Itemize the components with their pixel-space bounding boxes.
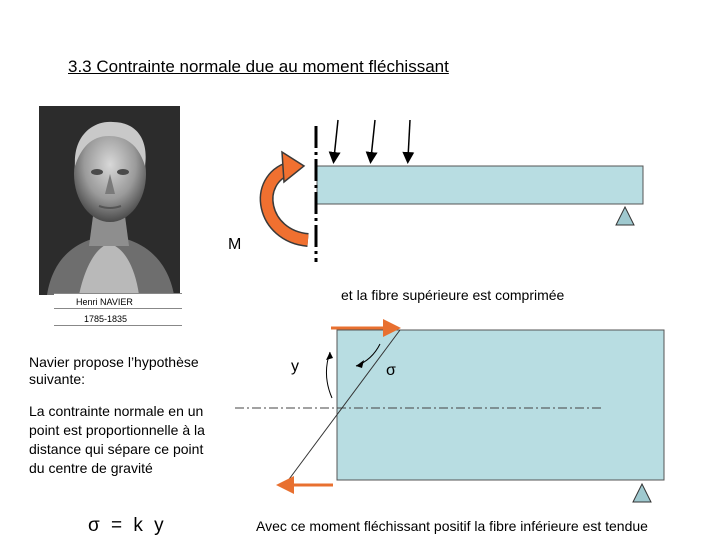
compressed-fiber-text: et la fibre supérieure est comprimée xyxy=(341,287,565,303)
distributed-load-arrows xyxy=(334,120,410,158)
upper-support xyxy=(616,207,634,225)
lower-beam xyxy=(337,330,664,480)
hypothesis-text: La contrainte normale en un point est proportionnelle à la distance qui sépare ce point du centre de gravité xyxy=(29,403,205,476)
portrait-caption-years: 1785-1835 xyxy=(54,312,182,326)
upper-beam xyxy=(317,166,643,204)
tension-fiber-text: Avec ce moment fléchissant positif la fibre inférieure est tendue xyxy=(256,518,648,534)
intro-text: Navier propose l’hypothèse suivante: xyxy=(29,354,199,387)
y-label: y xyxy=(291,358,299,375)
lower-support xyxy=(633,484,651,502)
stress-formula: σ = k y xyxy=(88,515,167,536)
sigma-label: σ xyxy=(386,362,396,379)
moment-arrow-icon xyxy=(267,152,308,240)
moment-label: M xyxy=(228,236,242,253)
portrait-caption-name: Henri NAVIER xyxy=(54,293,182,309)
slide-title: 3.3 Contrainte normale due au moment fléchissant xyxy=(68,57,449,76)
